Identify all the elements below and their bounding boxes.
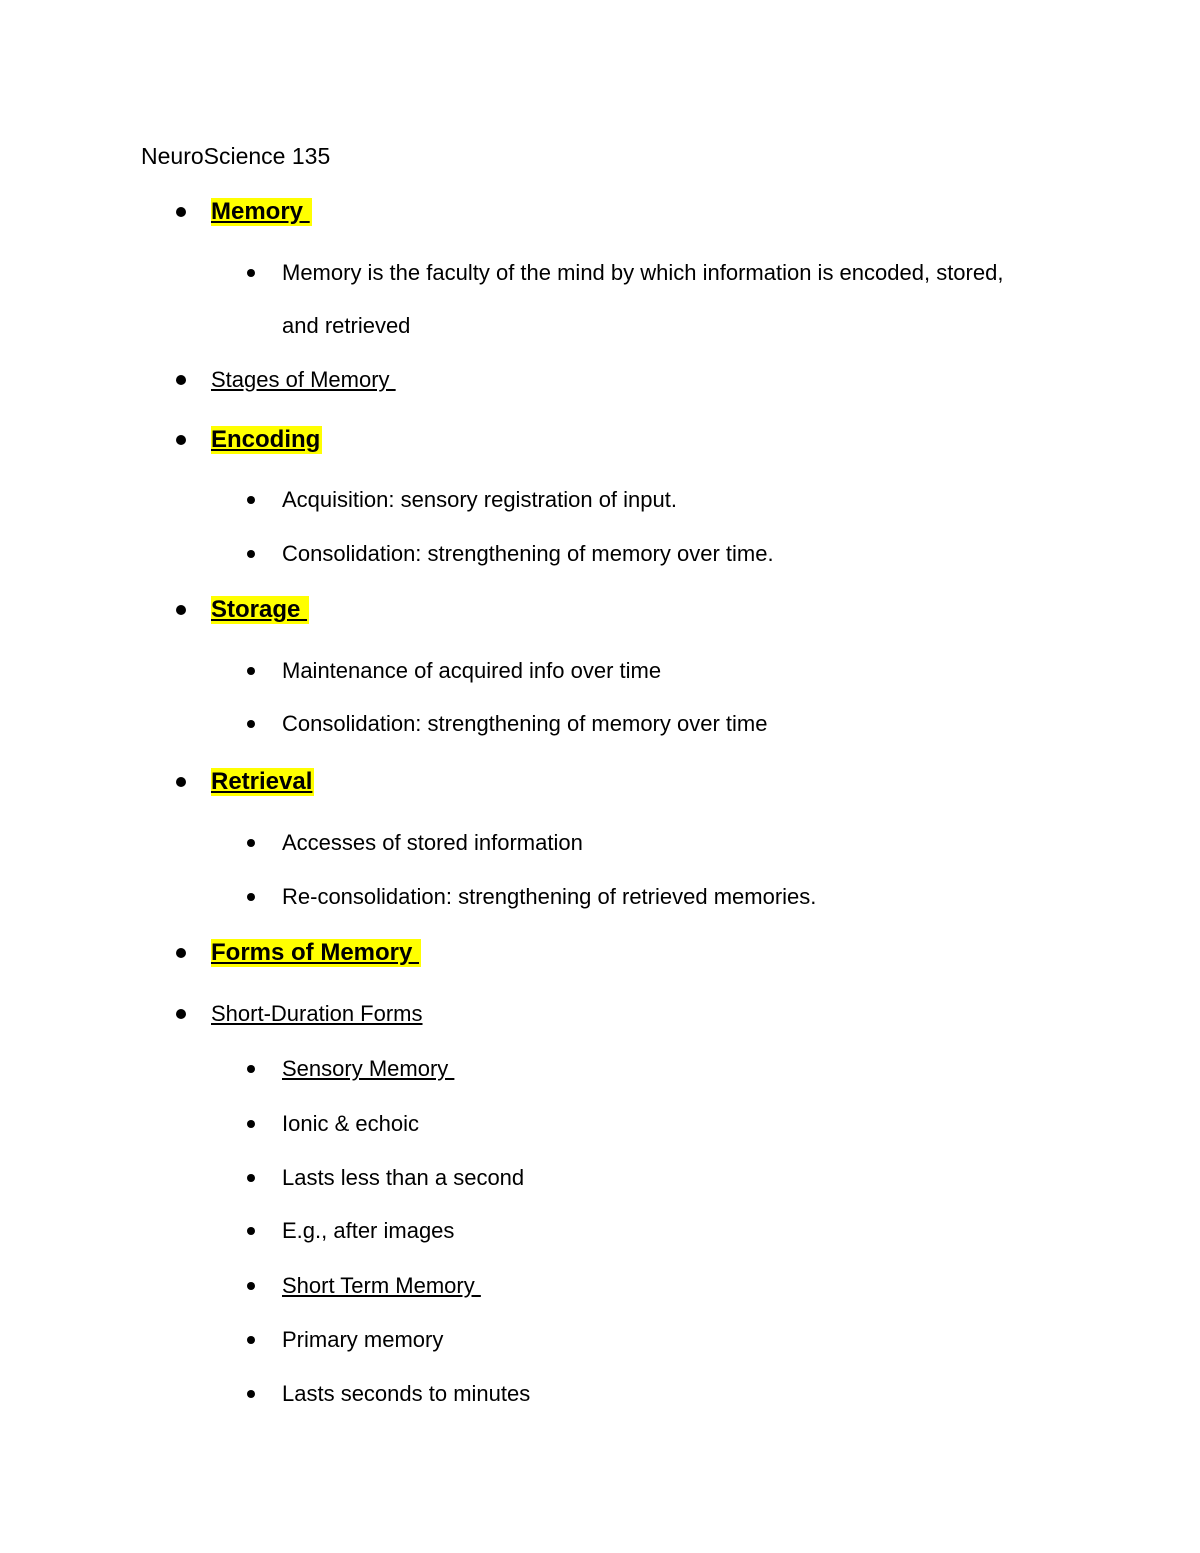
bullet-icon bbox=[247, 893, 255, 901]
outline-text: Primary memory bbox=[282, 1327, 444, 1352]
outline-subitem bbox=[0, 1158, 1200, 1198]
bullet-icon bbox=[247, 720, 255, 728]
subsection-label: Short-Duration Forms bbox=[211, 1001, 423, 1026]
outline-item bbox=[0, 933, 1200, 973]
bullet-icon bbox=[176, 435, 186, 445]
outline-item bbox=[0, 762, 1200, 802]
page-title: NeuroScience 135 bbox=[141, 143, 331, 169]
section-heading: Encoding bbox=[211, 426, 321, 453]
bullet-icon bbox=[176, 948, 186, 958]
outline-subitem bbox=[0, 704, 1200, 744]
outline-item bbox=[0, 420, 1200, 460]
outline-text: Lasts seconds to minutes bbox=[282, 1381, 531, 1406]
bullet-icon bbox=[247, 1227, 255, 1235]
subsection-label: Stages of Memory bbox=[211, 367, 396, 392]
outline-text: Memory is the faculty of the mind by which information is encoded, stored, bbox=[282, 260, 1004, 285]
outline-subitem bbox=[0, 1374, 1200, 1414]
outline-subitem bbox=[0, 1211, 1200, 1251]
outline-text: and retrieved bbox=[282, 313, 411, 338]
section-heading: Memory bbox=[211, 198, 310, 225]
section-heading: Retrieval bbox=[211, 768, 313, 795]
bullet-icon bbox=[176, 207, 186, 217]
outline-subitem bbox=[0, 823, 1200, 863]
outline-subitem bbox=[0, 306, 1200, 346]
outline-text: Ionic & echoic bbox=[282, 1111, 419, 1136]
bullet-icon bbox=[176, 605, 186, 615]
bullet-icon bbox=[247, 1065, 255, 1073]
bullet-icon bbox=[247, 1390, 255, 1398]
bullet-icon bbox=[247, 550, 255, 558]
outline-text: Consolidation: strengthening of memory over time. bbox=[282, 541, 774, 566]
outline-text: Lasts less than a second bbox=[282, 1165, 525, 1190]
bullet-icon bbox=[176, 375, 186, 385]
bullet-icon bbox=[247, 1120, 255, 1128]
bullet-icon bbox=[247, 269, 255, 277]
bullet-icon bbox=[247, 839, 255, 847]
outline-subitem bbox=[0, 1049, 1200, 1089]
outline-subitem bbox=[0, 1320, 1200, 1360]
section-heading: Forms of Memory bbox=[211, 939, 420, 966]
bullet-icon bbox=[176, 777, 186, 787]
subsection-label: Sensory Memory bbox=[282, 1056, 455, 1081]
subsection-label: Short Term Memory bbox=[282, 1273, 481, 1298]
outline-subitem bbox=[0, 1266, 1200, 1306]
outline-item bbox=[0, 192, 1200, 232]
outline-text: Re-consolidation: strengthening of retrieved memories. bbox=[282, 884, 817, 909]
bullet-icon bbox=[247, 667, 255, 675]
outline-item bbox=[0, 994, 1200, 1034]
outline-item bbox=[0, 590, 1200, 630]
section-heading: Storage bbox=[211, 596, 308, 623]
bullet-icon bbox=[247, 1336, 255, 1344]
outline-subitem bbox=[0, 253, 1200, 293]
outline-subitem bbox=[0, 534, 1200, 574]
outline-text: E.g., after images bbox=[282, 1218, 455, 1243]
outline-text: Consolidation: strengthening of memory over time bbox=[282, 711, 768, 736]
outline-text: Maintenance of acquired info over time bbox=[282, 658, 662, 683]
bullet-icon bbox=[247, 1174, 255, 1182]
outline-item bbox=[0, 360, 1200, 400]
outline-subitem bbox=[0, 480, 1200, 520]
bullet-icon bbox=[247, 1282, 255, 1290]
outline-subitem bbox=[0, 651, 1200, 691]
outline-text: Accesses of stored information bbox=[282, 830, 583, 855]
bullet-icon bbox=[176, 1009, 186, 1019]
outline-text: Acquisition: sensory registration of input. bbox=[282, 487, 677, 512]
bullet-icon bbox=[247, 496, 255, 504]
outline-subitem bbox=[0, 877, 1200, 917]
outline-subitem bbox=[0, 1104, 1200, 1144]
